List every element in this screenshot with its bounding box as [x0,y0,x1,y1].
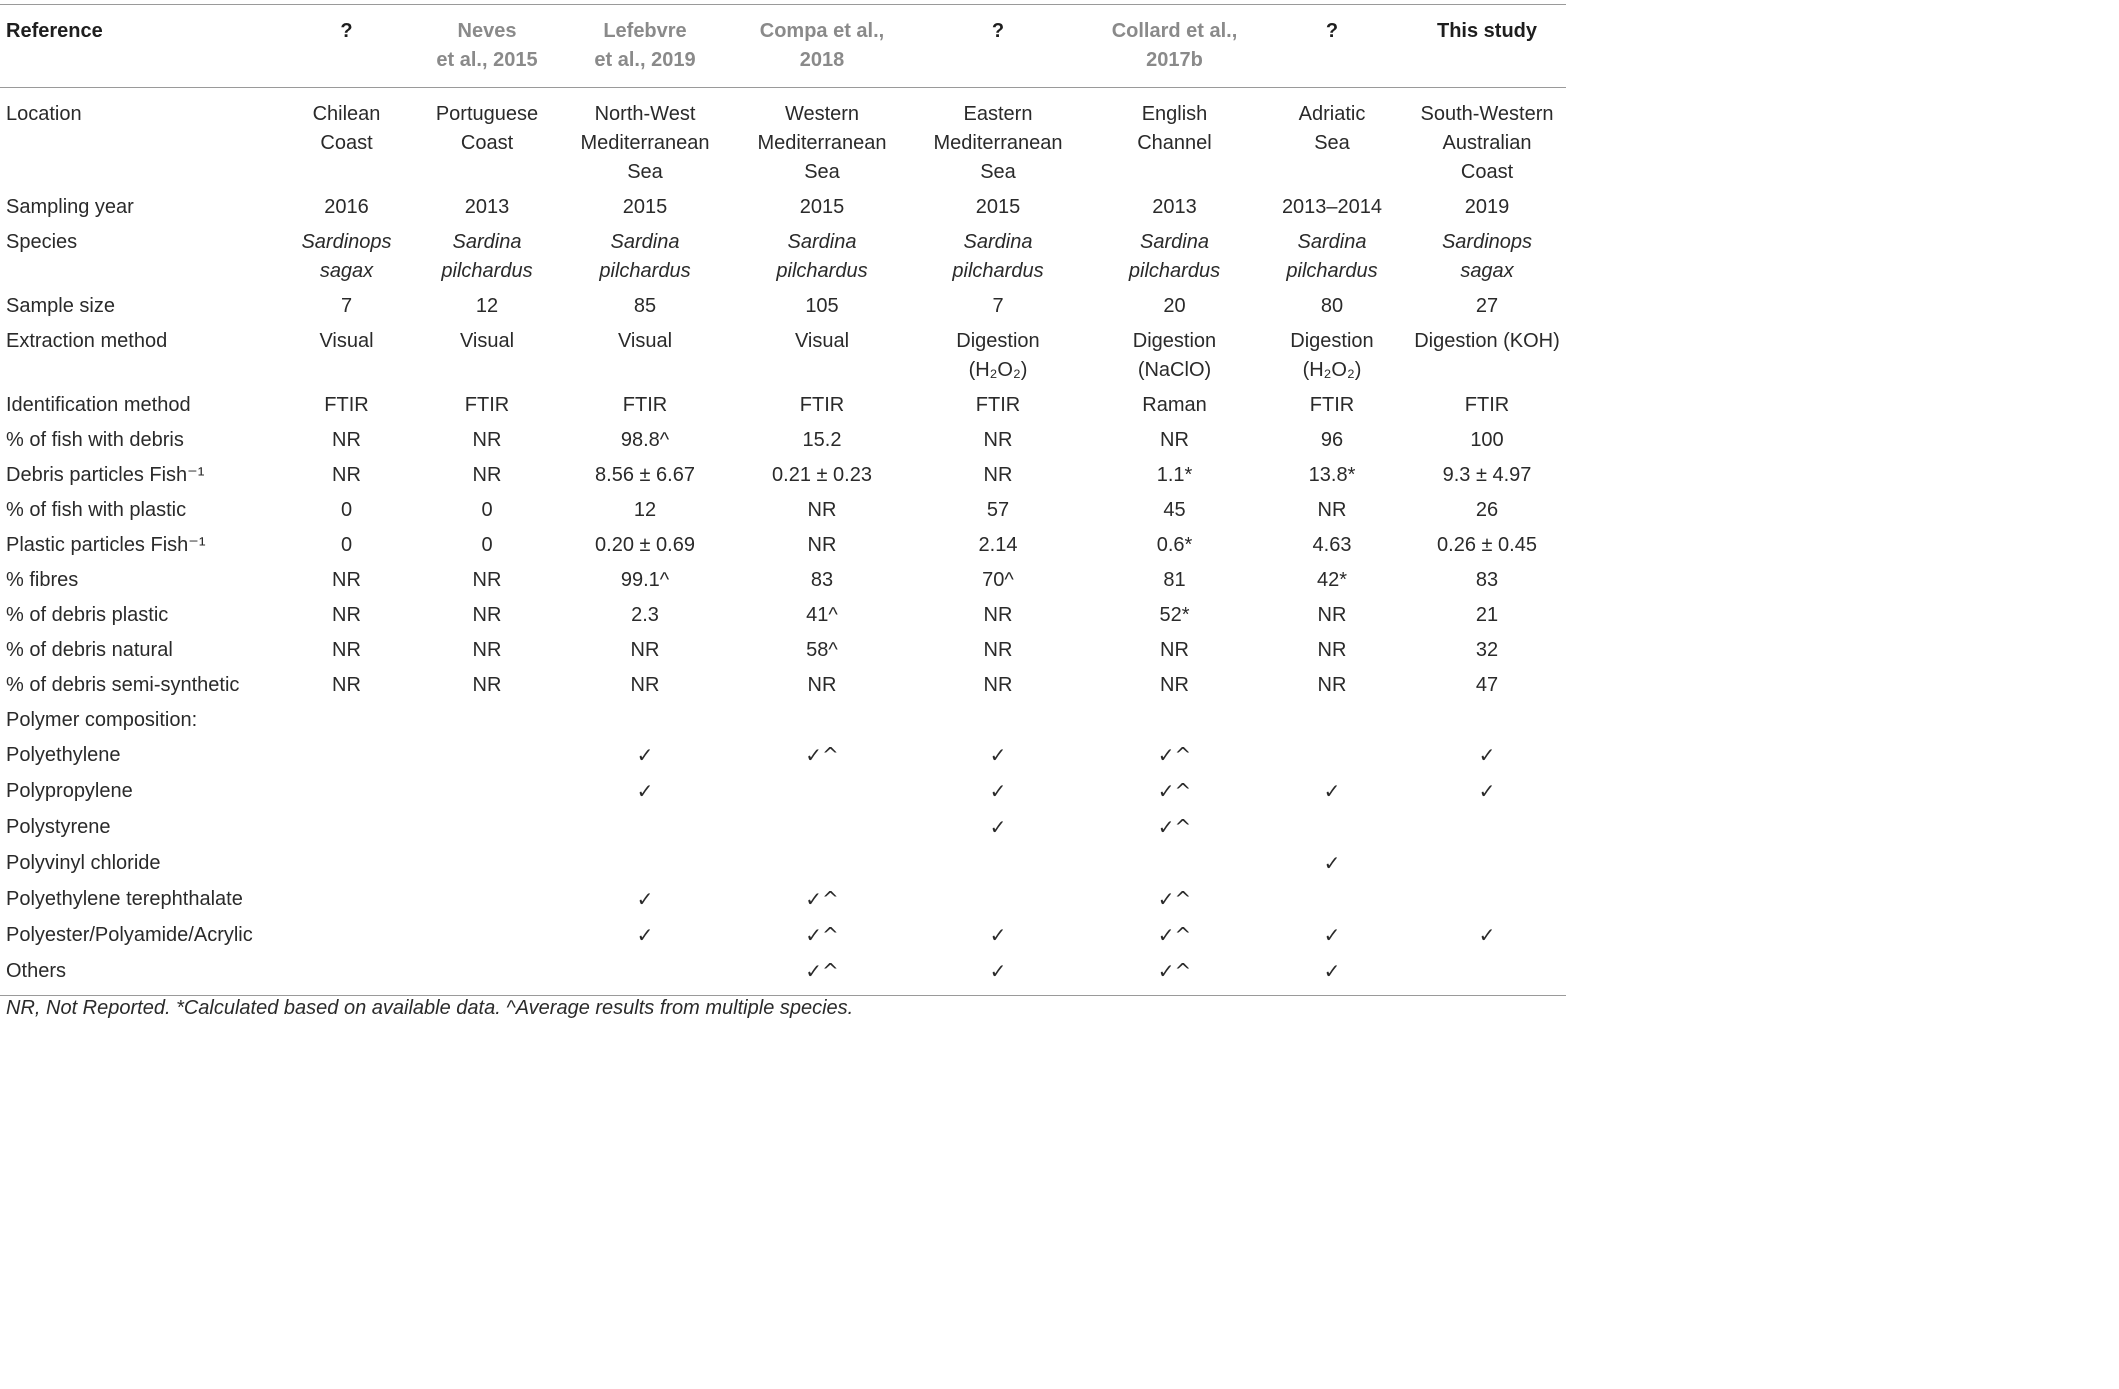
header-row [0,5,1566,88]
table-row [0,882,1566,918]
check-icon: ✓^ [1157,743,1192,767]
check-icon: ✓^ [805,923,839,947]
table-cell [268,882,425,918]
check-icon: ✓^ [1157,815,1192,839]
row-label: Polyethylene terephthalate [6,888,243,910]
header-reference: Reference [6,20,103,42]
table-cell [1256,846,1408,882]
table-row [0,668,1566,703]
table-cell [741,882,903,918]
table-cell [1408,774,1566,810]
table-cell: NR [983,639,1013,661]
check-icon: ✓^ [1157,779,1192,803]
table-cell: Chilean Coast [312,103,381,154]
check-icon: ✓ [989,743,1007,767]
table-cell: NR [332,604,361,626]
table-cell [549,846,741,882]
table-cell: 42* [1316,569,1348,591]
table-cell [268,954,425,996]
table-cell [1408,738,1566,774]
comparison-table [0,4,1566,996]
table-row [0,493,1566,528]
table-row [0,563,1566,598]
table-cell: NR [1160,429,1189,451]
row-label: Identification method [6,394,191,416]
table-cell: 12 [475,295,499,317]
table-cell: 0 [481,534,493,556]
row-label: Sampling year [6,196,134,218]
table-cell: NR [332,464,361,486]
row-label: Others [6,960,67,982]
table-cell: NR [332,569,361,591]
table-cell [1093,738,1256,774]
table-cell [425,954,549,996]
table-cell [1256,774,1408,810]
table-cell [1256,918,1408,954]
table-cell: Western Mediterranean Sea [757,103,887,183]
table-cell [1093,703,1256,738]
table-cell: 83 [810,569,834,591]
table-cell: NR [472,429,502,451]
table-cell [425,846,549,882]
check-icon: ✓ [636,887,654,911]
table-cell: NR [983,429,1013,451]
table-cell [268,918,425,954]
table-cell: FTIR [1309,394,1355,416]
check-icon: ✓ [1323,923,1341,947]
table-cell: 0 [340,534,353,556]
check-icon: ✓^ [1157,959,1192,983]
table-cell: NR [807,499,837,521]
row-label: Plastic particles Fish⁻¹ [6,534,206,556]
table-cell: 0.6* [1156,534,1193,556]
header-study-5: ? [991,20,1005,42]
table-cell [903,882,1093,918]
table-cell: Sardinops sagax [1441,231,1533,282]
check-icon: ✓^ [1157,923,1192,947]
table-cell: Digestion (H₂O₂) [956,330,1040,381]
table-cell: Visual [459,330,515,352]
table-cell: Eastern Mediterranean Sea [933,103,1063,183]
check-icon: ✓^ [805,959,839,983]
table-cell: 81 [1163,569,1186,591]
table-cell [903,738,1093,774]
table-cell: 2015 [799,196,845,218]
table-row [0,774,1566,810]
table-cell [549,918,741,954]
table-cell: 85 [633,295,657,317]
table-cell: 0.20 ± 0.69 [595,534,695,556]
table-cell [903,846,1093,882]
row-label: Polyester/Polyamide/Acrylic [6,924,253,946]
table-row [0,458,1566,493]
check-icon: ✓ [636,779,654,803]
row-label: Species [6,231,78,253]
table-cell: Sardina pilchardus [952,231,1044,282]
table-cell: NR [1160,674,1189,696]
table-cell: NR [332,674,361,696]
header-study-2: Neves et al., 2015 [436,20,538,71]
table-cell [549,703,741,738]
table-cell: Portuguese Coast [435,103,539,154]
header-study-4: Compa et al., 2018 [759,20,885,71]
table-cell: 99.1^ [620,569,670,591]
table-cell: 32 [1475,639,1499,661]
table-cell: 15.2 [802,429,842,451]
table-cell: South-Western Australian Coast [1420,103,1554,183]
table-cell [549,882,741,918]
check-icon: ✓ [989,779,1007,803]
row-label: Polyvinyl chloride [6,852,161,874]
table-cell: 26 [1475,499,1499,521]
table-cell [425,810,549,846]
table-cell: 2015 [975,196,1021,218]
table-cell: Adriatic Sea [1298,103,1366,154]
table-cell: FTIR [975,394,1021,416]
table-cell: FTIR [324,394,369,416]
table-cell: Sardina pilchardus [1128,231,1221,282]
table-cell [1408,810,1566,846]
table-cell [1093,954,1256,996]
table-cell: 100 [1470,429,1504,451]
table-cell: 45 [1163,499,1186,521]
table-cell: 2015 [622,196,668,218]
table-cell [1408,882,1566,918]
row-label: Sample size [6,295,115,317]
table-cell: Visual [794,330,850,352]
table-cell: 2.14 [978,534,1018,556]
table-cell [741,810,903,846]
row-label: Polyethylene [6,744,121,766]
table-cell [549,774,741,810]
table-cell: FTIR [1464,394,1510,416]
table-cell [741,918,903,954]
table-cell: 2019 [1464,196,1510,218]
table-cell: 7 [992,295,1004,317]
table-row [0,88,1566,191]
table-row [0,810,1566,846]
table-row [0,846,1566,882]
table-cell: 1.1* [1156,464,1193,486]
check-icon: ✓ [1323,851,1341,875]
table-body [0,88,1566,996]
table-cell: NR [807,674,837,696]
table-cell [1408,703,1566,738]
table-cell: 0.21 ± 0.23 [772,464,872,486]
check-icon: ✓ [636,923,654,947]
table-cell: Sardina pilchardus [1286,231,1378,282]
table-row [0,703,1566,738]
row-label: % of fish with plastic [6,499,187,521]
table-cell: 21 [1475,604,1499,626]
table-cell [741,954,903,996]
table-cell: NR [1317,674,1347,696]
table-cell: 2013 [1152,196,1197,218]
table-cell: 80 [1320,295,1344,317]
table-cell [741,774,903,810]
table-cell [903,954,1093,996]
table-cell: 0.26 ± 0.45 [1437,534,1537,556]
table-cell [268,703,425,738]
table-cell: NR [1317,639,1347,661]
row-label: % of debris plastic [6,604,169,626]
table-cell: 0 [481,499,493,521]
table-cell [741,738,903,774]
table-cell [1408,918,1566,954]
table-cell [1256,954,1408,996]
table-header [0,5,1566,88]
check-icon: ✓^ [805,743,839,767]
table-cell: NR [472,674,502,696]
row-label: Location [6,103,82,125]
table-cell [741,703,903,738]
table-cell: Raman [1142,394,1207,416]
check-icon: ✓ [1478,923,1496,947]
check-icon: ✓ [989,923,1007,947]
table-cell: NR [630,674,660,696]
header-study-7: ? [1325,20,1339,42]
table-cell [425,918,549,954]
table-cell: NR [1317,604,1347,626]
table-cell [1256,738,1408,774]
check-icon: ✓ [1478,779,1496,803]
table-row [0,289,1566,324]
table-cell [268,846,425,882]
table-cell [903,918,1093,954]
table-cell [425,703,549,738]
table-cell [741,846,903,882]
check-icon: ✓ [989,815,1007,839]
table-cell: NR [472,604,502,626]
table-cell: 2013–2014 [1281,196,1383,218]
table-row [0,633,1566,668]
row-label: Polystyrene [6,816,111,838]
table-cell: NR [1317,499,1347,521]
table-cell: 98.8^ [620,429,670,451]
header-study-1: ? [340,20,353,42]
table-cell: Visual [617,330,673,352]
table-cell [425,774,549,810]
table-footnote: NR, Not Reported. *Calculated based on available data. ^Average results from multiple species. [6,997,854,1019]
table-cell [903,774,1093,810]
table-cell: NR [807,534,837,556]
table-cell: 27 [1475,295,1499,317]
table-cell [1408,846,1566,882]
table-cell: Sardinops sagax [301,231,392,282]
table-cell [1256,882,1408,918]
table-cell [903,810,1093,846]
row-label: % fibres [6,569,79,591]
table-cell [1093,846,1256,882]
header-study-8: This study [1436,20,1537,42]
check-icon: ✓ [636,743,654,767]
table-cell: Digestion (NaClO) [1132,330,1217,381]
table-cell: 105 [805,295,839,317]
table-cell: 47 [1475,674,1499,696]
table-cell: NR [472,569,502,591]
table-cell: NR [983,464,1013,486]
header-study-6: Collard et al., 2017b [1111,20,1238,71]
row-label: % of fish with debris [6,429,184,451]
table-cell: 83 [1475,569,1499,591]
table-cell [268,738,425,774]
table-cell: 57 [986,499,1010,521]
table-row [0,598,1566,633]
table-cell: FTIR [464,394,510,416]
table-cell: Sardina pilchardus [776,231,868,282]
table-cell [1256,810,1408,846]
table-cell [1093,882,1256,918]
table-cell: 7 [340,295,353,317]
table-cell: 70^ [982,569,1014,591]
table-cell: Digestion (H₂O₂) [1290,330,1374,381]
table-cell [425,738,549,774]
table-cell: 12 [633,499,657,521]
table-row [0,423,1566,458]
table-cell: Visual [319,330,374,352]
check-icon: ✓^ [1157,887,1192,911]
table-cell [1093,918,1256,954]
table-cell [1093,774,1256,810]
table-cell: NR [983,674,1013,696]
table-cell [1256,703,1408,738]
table-cell: Digestion (KOH) [1414,330,1560,352]
table-cell: NR [983,604,1013,626]
table-cell: NR [630,639,660,661]
table-cell: North-West Mediterranean Sea [580,103,710,183]
table-cell: 4.63 [1312,534,1352,556]
check-icon: ✓ [1478,743,1496,767]
table-cell [903,703,1093,738]
row-label: Polypropylene [6,780,133,802]
table-cell: English Channel [1137,103,1212,154]
header-study-3: Lefebvre et al., 2019 [594,20,696,71]
check-icon: ✓^ [805,887,839,911]
table-cell [1093,810,1256,846]
table-cell: 9.3 ± 4.97 [1442,464,1532,486]
row-label: Extraction method [6,330,168,352]
check-icon: ✓ [1323,779,1341,803]
table-cell [268,810,425,846]
table-cell [425,882,549,918]
table-cell [1408,954,1566,996]
table-cell: 0 [340,499,353,521]
table-cell [268,774,425,810]
table-row [0,738,1566,774]
table-row [0,918,1566,954]
table-cell: NR [1160,639,1189,661]
table-cell: 2.3 [631,604,659,626]
row-label: Debris particles Fish⁻¹ [6,464,205,486]
table-cell: 58^ [806,639,838,661]
table-cell: 52* [1159,604,1190,626]
table-cell [549,738,741,774]
table-row [0,954,1566,996]
table-row [0,388,1566,423]
table-cell [549,810,741,846]
table-cell: NR [472,464,502,486]
table-cell: 2013 [464,196,510,218]
table-cell [549,954,741,996]
table-cell: 96 [1320,429,1344,451]
table-row [0,225,1566,289]
table-cell: 2016 [324,196,369,218]
table-cell: NR [332,639,361,661]
table-cell: Sardina pilchardus [599,231,691,282]
table-cell: NR [332,429,361,451]
check-icon: ✓ [989,959,1007,983]
table-cell: 13.8* [1308,464,1356,486]
table-cell: 8.56 ± 6.67 [595,464,695,486]
table-cell: 41^ [806,604,838,626]
row-label: % of debris natural [6,639,173,661]
table-row [0,190,1566,225]
table-cell: 20 [1163,295,1186,317]
table-cell: FTIR [622,394,668,416]
table-cell: Sardina pilchardus [441,231,533,282]
table-cell: NR [472,639,502,661]
row-label: Polymer composition: [6,709,198,731]
table-row [0,528,1566,563]
row-label: % of debris semi-synthetic [6,674,240,696]
table-cell: FTIR [799,394,845,416]
table-row [0,324,1566,388]
check-icon: ✓ [1323,959,1341,983]
